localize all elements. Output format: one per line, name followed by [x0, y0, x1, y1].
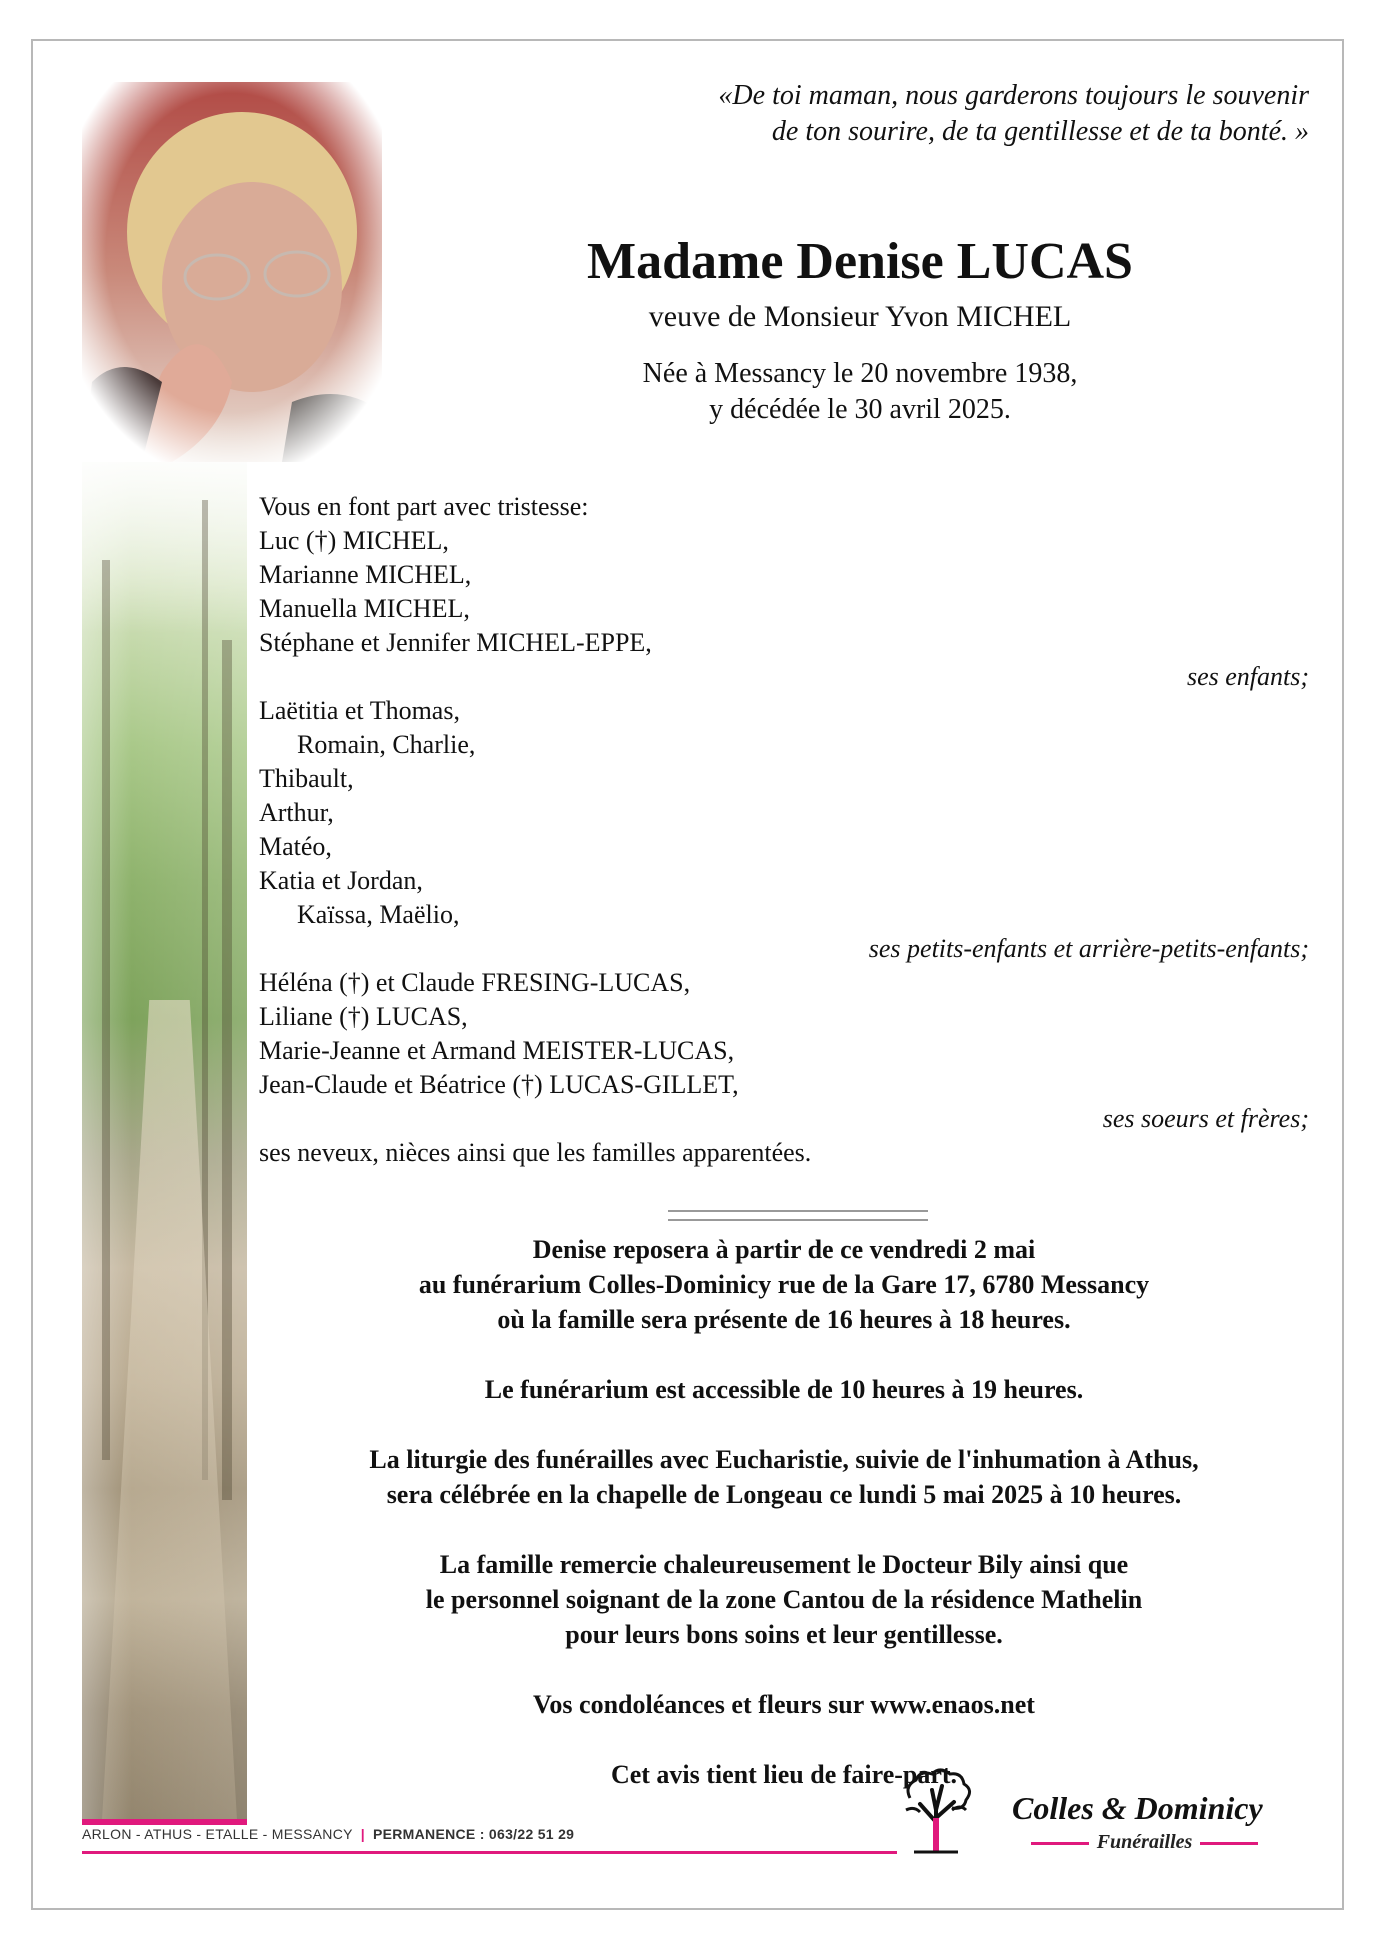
- family-member: Katia et Jordan,: [259, 866, 423, 895]
- family-member: Thibault,: [259, 764, 354, 793]
- family-member: Jean-Claude et Béatrice (†) LUCAS-GILLET,: [259, 1070, 739, 1099]
- footer-rule: [82, 1851, 897, 1854]
- family-member: Luc (†) MICHEL,: [259, 526, 449, 555]
- family-member: Arthur,: [259, 798, 334, 827]
- family-others: ses neveux, nièces ainsi que les familles apparentées.: [259, 1138, 812, 1167]
- family-member: Liliane (†) LUCAS,: [259, 1002, 468, 1031]
- info-line: sera célébrée en la chapelle de Longeau ce lundi 5 mai 2025 à 10 heures.: [386, 1480, 1182, 1509]
- family-member: Marie-Jeanne et Armand MEISTER-LUCAS,: [259, 1036, 735, 1065]
- family-announcement: [259, 490, 1309, 1170]
- relation-label: ses petits-enfants et arrière-petits-enfants;: [868, 934, 1309, 963]
- tree-icon: [886, 1760, 986, 1856]
- accent-bar: [82, 1819, 247, 1825]
- forest-path-image: [82, 440, 247, 1820]
- footer-locations: ARLON - ATHUS - ETALLE - MESSANCY: [82, 1826, 353, 1842]
- death-date: y décédée le 30 avril 2025.: [709, 394, 1011, 425]
- info-line: où la famille sera présente de 16 heures à 18 heures.: [497, 1305, 1071, 1334]
- family-member: Kaïssa, Maëlio,: [297, 900, 460, 929]
- relation-label: ses soeurs et frères;: [1102, 1104, 1309, 1133]
- funeral-info: [259, 1232, 1309, 1792]
- family-member: Marianne MICHEL,: [259, 560, 472, 589]
- footer-permanence: PERMANENCE : 063/22 51 29: [373, 1826, 575, 1842]
- portrait-photo: [82, 82, 382, 462]
- family-member: Matéo,: [259, 832, 332, 861]
- quote-line: de ton sourire, de ta gentillesse et de ta bonté. »: [771, 116, 1309, 147]
- info-line: Denise reposera à partir de ce vendredi 2 mai: [532, 1235, 1036, 1264]
- family-member: Laëtitia et Thomas,: [259, 696, 460, 725]
- widow-of: veuve de Monsieur Yvon MICHEL: [648, 300, 1072, 333]
- family-member: Stéphane et Jennifer MICHEL-EPPE,: [259, 628, 652, 657]
- notice-line: Cet avis tient lieu de faire-part.: [610, 1760, 958, 1789]
- double-divider: [668, 1210, 928, 1221]
- quote-line: «De toi maman, nous garderons toujours le souvenir: [718, 80, 1309, 111]
- birth-date: Née à Messancy le 20 novembre 1938,: [642, 358, 1078, 389]
- family-intro: Vous en font part avec tristesse:: [259, 492, 589, 521]
- info-line: au funérarium Colles-Dominicy rue de la Gare 17, 6780 Messancy: [418, 1270, 1150, 1299]
- brand-subtitle: [1012, 1831, 1277, 1854]
- info-line: pour leurs bons soins et leur gentillesse.: [565, 1620, 1003, 1649]
- info-line: le personnel soignant de la zone Cantou de la résidence Mathelin: [425, 1585, 1143, 1614]
- brand-name: Colles & Dominicy: [1012, 1790, 1263, 1826]
- brand-sub-text: Funérailles: [1096, 1831, 1193, 1853]
- footer-separator: |: [360, 1826, 365, 1842]
- family-member: Manuella MICHEL,: [259, 594, 470, 623]
- footer-contact: [82, 1826, 574, 1842]
- info-line: Le funérarium est accessible de 10 heures à 19 heures.: [484, 1375, 1084, 1404]
- condolences-line: Vos condoléances et fleurs sur www.enaos.net: [533, 1690, 1035, 1719]
- deceased-name: Madame Denise LUCAS: [587, 233, 1133, 290]
- info-line: La famille remercie chaleureusement le Docteur Bily ainsi que: [439, 1550, 1129, 1579]
- memorial-quote: [509, 78, 1309, 150]
- relation-label: ses enfants;: [1186, 662, 1309, 691]
- family-member: Romain, Charlie,: [297, 730, 476, 759]
- birth-death-dates: [520, 356, 1200, 428]
- family-member: Héléna (†) et Claude FRESING-LUCAS,: [259, 968, 691, 997]
- info-line: La liturgie des funérailles avec Eucharistie, suivie de l'inhumation à Athus,: [369, 1445, 1199, 1474]
